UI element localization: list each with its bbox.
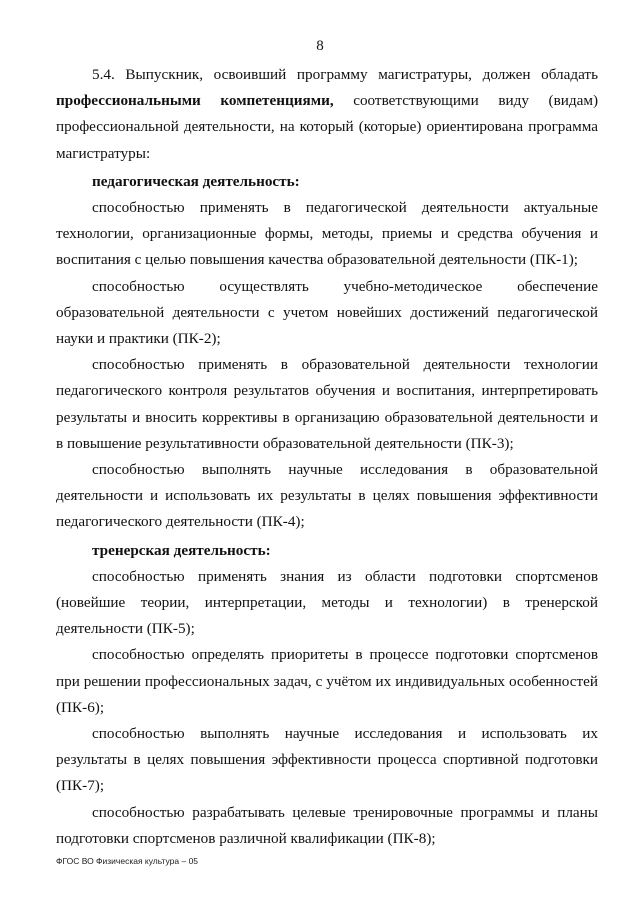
- competency-pk-2: способностью осуществлять учебно-методическое обеспечение образовательной деятельности с учетом новейших достижений педагогической науки и практики (ПК-2);: [56, 277, 598, 348]
- competency-pk-7: способностью выполнять научные исследования и использовать их результаты в целях повышения эффективности процесса спортивной подготовки (ПК-7);: [56, 725, 598, 795]
- competency-pk-5: способностью применять знания из области подготовки спортсменов (новейшие теории, интерпретации, методы и технологии) в тренерской деятельности (ПК-5);: [56, 567, 598, 638]
- intro-text-end: соответствующими виду (видам) профессиональной деятельности, на который (которые) ориентирована программа магистратуры:: [56, 92, 599, 162]
- intro-text-start: 5.4. Выпускник, освоивший программу магистратуры, должен обладать: [92, 66, 598, 83]
- competency-pk-3: способностью применять в образовательной деятельности технологии педагогического контроля результатов обучения и воспитания, интерпретировать результаты и вносить коррективы в организацию образовательной деятельности и в повышение результативности образовательной деятельности (ПК-3);: [56, 356, 598, 452]
- page-content: [56, 62, 598, 852]
- competency-pk-4: способностью выполнять научные исследования в образовательной деятельности и использовать их результаты в целях повышения эффективности педагогического деятельности (ПК-4);: [56, 461, 598, 531]
- page-footer: ФГОС ВО Физическая культура – 05: [56, 856, 199, 866]
- page-number: 8: [316, 38, 324, 54]
- competency-pk-6: способностью определять приоритеты в процессе подготовки спортсменов при решении профессиональных задач, с учётом их индивидуальных особенностей (ПК-6);: [56, 646, 598, 716]
- intro-bold-term: профессиональными компетенциями,: [56, 92, 334, 110]
- competency-pk-8: способностью разрабатывать целевые тренировочные программы и планы подготовки спортсменов различной квалификации (ПК-8);: [56, 803, 598, 847]
- section-heading-pedagogical: педагогическая деятельность:: [92, 172, 300, 190]
- competency-pk-1: способностью применять в педагогической деятельности актуальные технологии, организационные формы, методы, приемы и средства обучения и воспитания с целью повышения качества образовательной деятельности (ПК-1);: [56, 199, 598, 269]
- intro-paragraph: [56, 62, 598, 167]
- section-heading-coaching: тренерская деятельность:: [92, 541, 271, 559]
